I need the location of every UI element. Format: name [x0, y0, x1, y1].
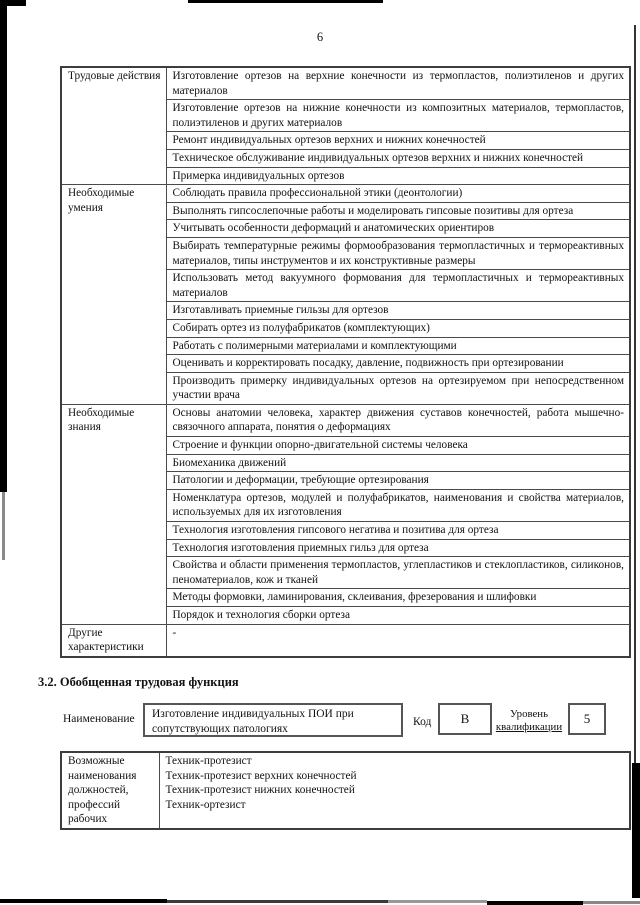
job-title-line: Техник-протезист	[165, 755, 252, 767]
scan-artifact-bottom-bar-4	[487, 901, 583, 905]
row-group-label: Трудовые действия	[61, 67, 166, 185]
table-cell: Изготавливать приемные гильзы для ортезов	[166, 302, 630, 320]
function-name-box	[143, 703, 403, 737]
table-cell: Методы формовки, ламинирования, склеивания, фрезерования и шлифовки	[166, 589, 630, 607]
row-group-label: Необходимые знания	[61, 404, 166, 624]
table-cell: -	[166, 624, 630, 657]
row-group-label: Необходимые умения	[61, 185, 166, 405]
page-number: 6	[316, 30, 324, 44]
level-value-box: 5	[568, 703, 606, 735]
level-label	[492, 708, 566, 734]
table-cell: Собирать ортез из полуфабрикатов (комплектующих)	[166, 319, 630, 337]
code-value-box: В	[438, 703, 492, 735]
table-cell: Порядок и технология сборки ортеза	[166, 607, 630, 625]
row-group-label: Другие характеристики	[61, 624, 166, 657]
job-title-line: Техник-ортезист	[165, 798, 246, 811]
table-cell: Соблюдать правила профессиональной этики (деонтологии)	[166, 185, 630, 203]
row-group-label: Возможные наименования должностей, профессий рабочих	[61, 752, 159, 829]
table-cell: Примерка индивидуальных ортезов	[166, 167, 630, 185]
table-cell: Биомеханика движений	[166, 454, 630, 472]
table-row	[61, 185, 630, 203]
scan-artifact-top-bar	[188, 0, 383, 3]
function-name-text: Изготовление индивидуальных ПОИ при сопутствующих патологиях	[152, 708, 354, 735]
table-cell: Изготовление ортезов на верхние конечности из термопластов, полиэтиленов и других материалов	[166, 67, 630, 100]
scan-artifact-bottom-bar-1	[0, 899, 167, 903]
table-cell: Производить примерку индивидуальных ортезов на ортезируемом при непосредственном участии врача	[166, 372, 630, 404]
table-cell: Строение и функции опорно-двигательной системы человека	[166, 437, 630, 455]
table-row	[61, 624, 630, 657]
job-titles-table	[60, 751, 631, 830]
scan-artifact-right-strip	[632, 763, 640, 898]
table-cell: Выполнять гипсослепочные работы и моделировать гипсовые позитивы для ортеза	[166, 202, 630, 220]
scan-artifact-left-fade	[2, 492, 5, 560]
table-cell: Номенклатура ортезов, модулей и полуфабрикатов, наименования и свойства материалов, используемых для их изготовления	[166, 489, 630, 521]
table-cell: Ремонт индивидуальных ортезов верхних и нижних конечностей	[166, 132, 630, 150]
table-cell: Технология изготовления гипсового негатива и позитива для ортеза	[166, 522, 630, 540]
scan-artifact-top-corner	[0, 0, 26, 6]
table-row	[61, 752, 630, 829]
table-cell: Использовать метод вакуумного формования для термопластичных и термореактивных материалов	[166, 270, 630, 302]
table-cell: Техническое обслуживание индивидуальных ортезов верхних и нижних конечностей	[166, 149, 630, 167]
table-cell: Технология изготовления приемных гильз для ортеза	[166, 539, 630, 557]
requirements-table	[60, 66, 631, 658]
name-label: Наименование	[63, 713, 135, 725]
table-cell: Свойства и области применения термопластов, углепластиков и стеклопластиков, силиконов, пеноматериалов, кож и тканей	[166, 557, 630, 589]
level-label-line2: квалификации	[495, 721, 563, 733]
job-title-line: Техник-протезист верхних конечностей	[165, 769, 357, 782]
table-row	[61, 404, 630, 436]
table-cell: Работать с полимерными материалами и комплектующими	[166, 337, 630, 355]
table-cell: Изготовление ортезов на нижние конечности из композитных материалов, термопластов, полиэтиленов и других материалов	[166, 100, 630, 132]
scan-artifact-left-strip	[0, 0, 7, 492]
table-cell: Патологии и деформации, требующие ортезирования	[166, 472, 630, 490]
scan-artifact-bottom-bar-3	[388, 900, 487, 903]
scan-artifact-right-line	[634, 25, 636, 765]
section-3-2-heading: 3.2. Обобщенная трудовая функция	[38, 675, 239, 689]
code-label: Код	[413, 716, 432, 728]
table-cell: Выбирать температурные режимы формообразования термопластичных и термореактивных материалов, типы инструментов и их конструктивные размеры	[166, 237, 630, 269]
scan-artifact-bottom-bar-2	[167, 900, 388, 903]
scan-artifact-bottom-bar-5	[583, 901, 640, 904]
job-titles-cell	[159, 752, 630, 829]
table-row	[61, 67, 630, 100]
table-cell: Учитывать особенности деформаций и анатомических ориентиров	[166, 220, 630, 238]
table-cell: Основы анатомии человека, характер движения суставов конечностей, работа мышечно-связочного аппарата, понятия о деформациях	[166, 404, 630, 436]
job-title-line: Техник-протезист нижних конечностей	[165, 784, 355, 797]
level-label-line1: Уровень	[509, 708, 549, 720]
table-cell: Оценивать и корректировать посадку, давление, подвижность при ортезировании	[166, 355, 630, 373]
